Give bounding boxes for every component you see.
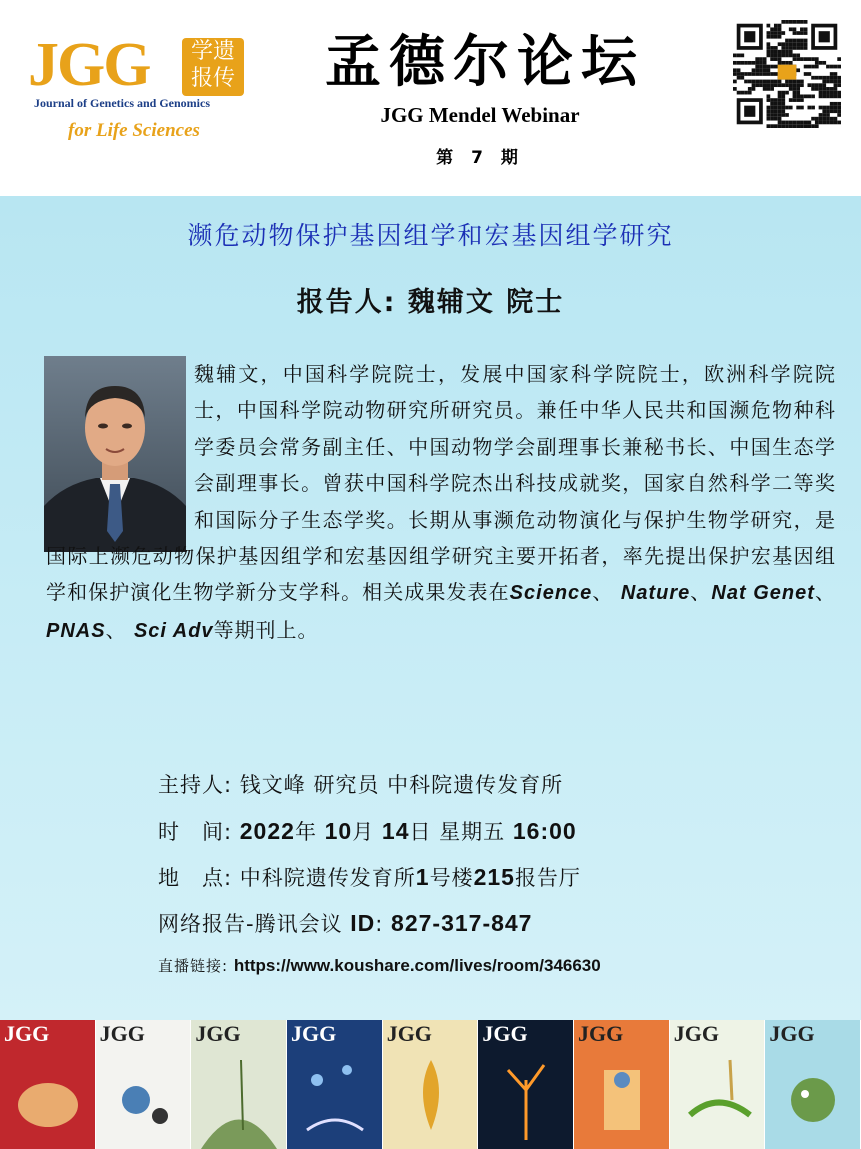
logo-cn-line2: 报传 — [190, 66, 235, 91]
online-label: 网络报告-腾讯会议 — [158, 912, 351, 936]
cover-title: JGG — [578, 1021, 624, 1046]
event-details — [158, 762, 838, 986]
logo-text: JGG — [28, 31, 150, 99]
online-colon: : — [375, 912, 392, 936]
journal-cover — [383, 1020, 479, 1149]
speaker-line: 报告人: 魏辅文 院士 — [296, 287, 565, 318]
bio-text: 魏辅文，中国科学院院士，发展中国家科学院院士，欧洲科学院院士，中国科学院动物研究所研究员。兼任中华人民共和国濒危物种科学委员会常务副主任、中国动物学会副理事长兼秘书长、中国生态学会副理事长。曾获中国科学院杰出科技成就奖，国家自然科学二等奖和国际分子生态学奖。长期从事濒危动物演化与保护生物学研究，是国际上濒危动物保护基因组学和宏基因组学研究主要开拓者，率先提出保护宏基因组学和保护演化生物学新分支学科。相关成果发表在 — [46, 362, 836, 605]
time-day: 14 — [381, 818, 410, 844]
journal-cover — [478, 1020, 574, 1149]
journal-science: Science — [509, 582, 593, 605]
jgg-logo — [28, 30, 253, 150]
journal-cover — [96, 1020, 192, 1149]
livestream-label: 直播链接: — [158, 957, 234, 975]
place-value-3: 报告厅 — [514, 866, 581, 890]
journal-covers-strip — [0, 1020, 861, 1149]
cover-title: JGG — [99, 1021, 145, 1046]
online-id-label: ID — [350, 910, 376, 936]
place-building: 1 — [415, 864, 430, 890]
time-year-unit: 年 — [294, 820, 325, 844]
cover-title: JGG — [195, 1021, 241, 1046]
time-label: 时 间: — [158, 820, 240, 844]
time-month: 10 — [324, 818, 353, 844]
bio-sep: 、 — [814, 580, 837, 605]
place-label: 地 点: — [158, 866, 240, 890]
place-row — [158, 854, 838, 900]
cover-title: JGG — [769, 1021, 815, 1046]
header — [0, 0, 861, 196]
webinar-title: JGG Mendel Webinar — [380, 103, 580, 127]
journal-cover — [670, 1020, 766, 1149]
place-room: 215 — [473, 864, 515, 890]
cover-title: JGG — [4, 1021, 50, 1046]
bio-text-end: 等期刊上。 — [213, 617, 319, 642]
time-year: 2022 — [239, 818, 295, 844]
time-row — [158, 808, 838, 854]
journal-nature: Nature — [620, 582, 691, 605]
time-clock: 16:00 — [512, 818, 577, 844]
talk-title: 濒危动物保护基因组学和宏基因组学研究 — [187, 221, 674, 250]
place-value-2: 号楼 — [429, 866, 474, 890]
journal-cover — [0, 1020, 96, 1149]
logo-chinese-badge — [182, 38, 244, 96]
online-row — [158, 900, 838, 946]
journal-cover — [287, 1020, 383, 1149]
meeting-id: 827-317-847 — [391, 910, 533, 936]
qr-code-icon — [733, 20, 841, 128]
main-panel — [0, 196, 861, 1024]
issue-number: 第 7 期 — [436, 148, 524, 168]
bio-sep: 、 — [690, 580, 712, 605]
journal-cover — [191, 1020, 287, 1149]
cover-title: JGG — [673, 1021, 719, 1046]
bio-sep: 、 — [105, 617, 134, 642]
bio-sep: 、 — [592, 580, 621, 605]
time-day-unit: 日 星期五 — [409, 820, 513, 844]
host-row — [158, 762, 838, 808]
place-value: 中科院遗传发育所 — [239, 866, 416, 890]
journal-sci-adv: Sci Adv — [133, 619, 214, 642]
speaker-bio — [46, 356, 836, 649]
journal-nat-genet: Nat Genet — [711, 582, 815, 605]
forum-title: 孟德尔论坛 — [325, 30, 645, 95]
cover-title: JGG — [386, 1021, 432, 1046]
host-label: 主持人: — [158, 773, 240, 797]
journal-tagline: for Life Sciences — [68, 120, 200, 141]
journal-cover — [574, 1020, 670, 1149]
livestream-link[interactable]: https://www.koushare.com/lives/room/346630 — [233, 956, 601, 975]
cover-title: JGG — [291, 1021, 337, 1046]
logo-cn-line1: 学遗 — [190, 39, 235, 64]
host-value: 钱文峰 研究员 中科院遗传发育所 — [239, 773, 564, 797]
cover-title: JGG — [482, 1021, 528, 1046]
journal-cover — [765, 1020, 861, 1149]
time-month-unit: 月 — [352, 820, 382, 844]
journal-pnas: PNAS — [46, 619, 106, 642]
livestream-row — [158, 946, 838, 986]
journal-name: Journal of Genetics and Genomics — [34, 96, 210, 110]
